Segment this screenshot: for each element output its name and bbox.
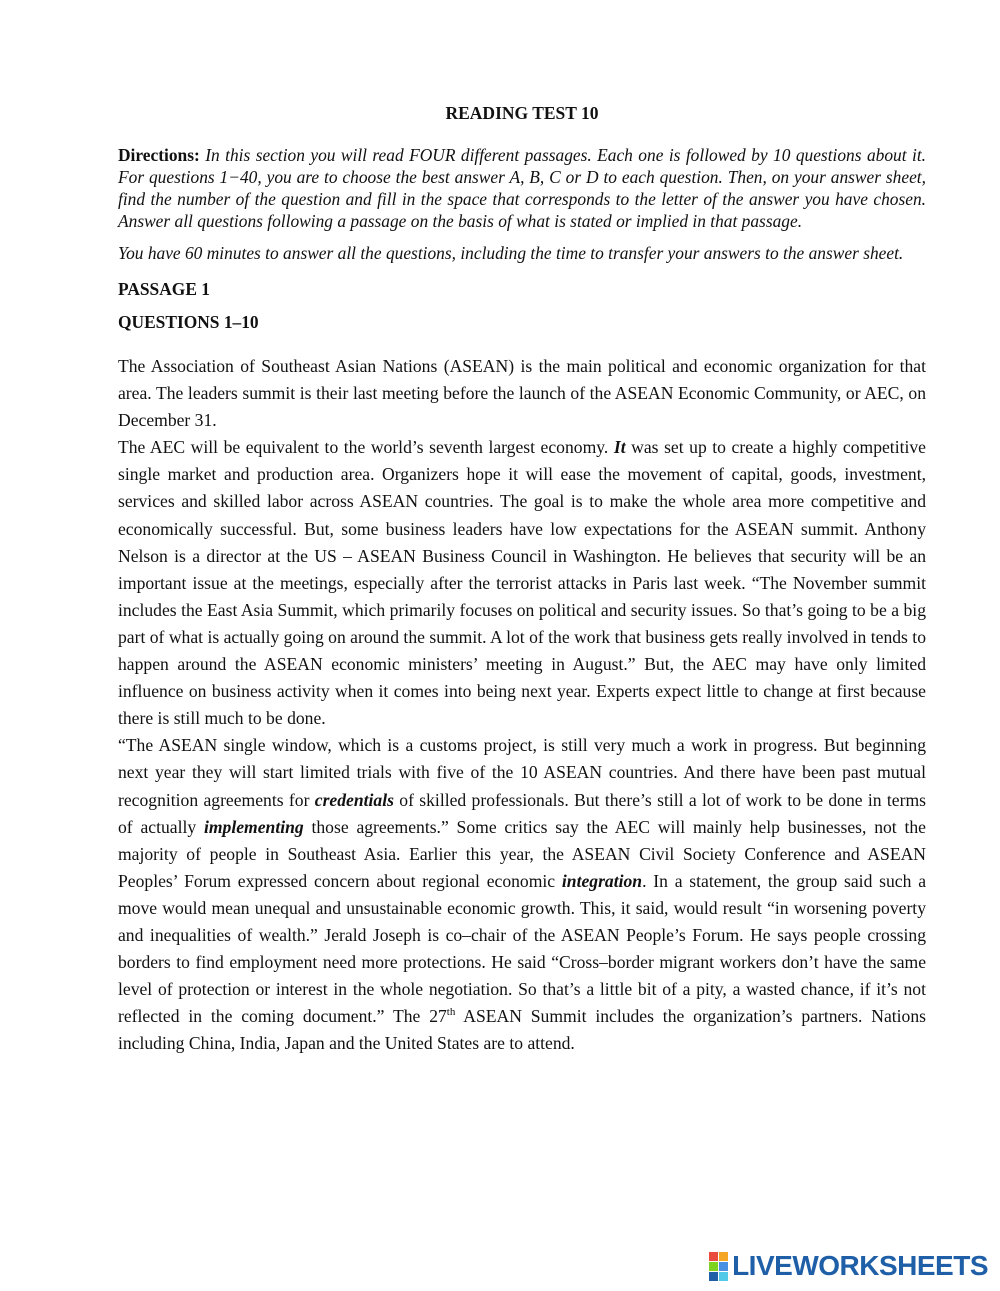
questions-heading: QUESTIONS 1–10: [118, 312, 259, 332]
logo-square-6: [719, 1272, 728, 1281]
worksheet-page: [118, 98, 926, 1057]
paragraph-3-end: ASEAN Summit includes the organization’s partners. Nations including China, India, Japan and the United States are to attend.: [118, 1006, 926, 1054]
directions-label: Directions:: [118, 145, 200, 165]
logo-square-3: [709, 1262, 718, 1271]
passage-text: [118, 353, 926, 1057]
paragraph-1: The Association of Southeast Asian Nations (ASEAN) is the main political and economic organization for that area. The leaders summit is their last meeting before the launch of the ASEAN Economic Community, or AEC, on December 31.: [118, 356, 926, 431]
logo-mark-icon: [709, 1252, 728, 1281]
logo-square-2: [719, 1252, 728, 1261]
time-note: You have 60 minutes to answer all the questions, including the time to transfer your answers to the answer sheet.: [118, 243, 904, 263]
highlight-credentials: credentials: [314, 789, 394, 810]
highlight-it: It: [613, 437, 626, 458]
page-title: READING TEST 10: [445, 103, 599, 123]
ordinal-suffix: th: [446, 1006, 456, 1019]
logo-square-4: [719, 1262, 728, 1271]
directions-text: In this section you will read FOUR different passages. Each one is followed by 10 questions about it. For questions 1−40, you are to choose the best answer A, B, C or D to each question. Then, on your answer sheet, find the number of the question and fill in the space that corresponds to the letter of the answer you have chosen. Answer all questions following a passage on the basis of what is stated or implied in that passage.: [118, 145, 926, 231]
passage-heading: PASSAGE 1: [118, 279, 210, 299]
paragraph-2-rest: was set up to create a highly competitive single market and production area. Organizers hope it will ease the movement of capital, goods, investment, services and skilled labor across ASEAN countries. The goal is to make the whole area more competitive and economically successful. But, some business leaders have low expectations for the ASEAN summit. Anthony Nelson is a director at the US – ASEAN Business Council in Washington. He believes that security will be an important issue at the meetings, especially after the terrorist attacks in Paris last week. “The November summit includes the East Asia Summit, which primarily focuses on political and security issues. So that’s going to be a big part of what is actually going on around the summit. A lot of the work that business gets really involved in tends to happen around the ASEAN economic ministers’ meeting in August.” But, the AEC may have only limited influence on business activity when it comes into being next year. Experts expect little to change at first because there is still much to be done.: [118, 437, 926, 729]
logo-square-5: [709, 1272, 718, 1281]
logo-square-1: [709, 1252, 718, 1261]
paragraph-3-part-d: . In a statement, the group said such a move would mean unequal and unsustainable economic growth. This, it said, would result “in worsening poverty and inequalities of wealth.” Jerald Joseph is co–chair of the ASEAN People’s Forum. He says people crossing borders to find employment need more protections. He said “Cross–border migrant workers don’t have the same level of protection or interest in the whole negotiation. So that’s a little bit of a pity, a wasted chance, if it’s not reflected in the coming document.” The 27: [118, 870, 927, 1027]
directions: [118, 144, 926, 232]
paragraph-3-start: “The ASEAN single window, which is a customs project, is still very much a work in progress. But beginning next year they will start limited trials with five of the 10 ASEAN countries. And there have been past mutual recognition agreements for: [118, 735, 926, 810]
highlight-implementing: implementing: [203, 816, 304, 837]
paragraph-2: [118, 434, 926, 732]
highlight-integration: integration: [561, 870, 643, 891]
paragraph-3-part-b: of skilled professionals. But there’s still a lot of work to be done in terms of actually: [118, 789, 927, 837]
paragraph-3-part-c: those agreements.” Some critics say the AEC will mainly help businesses, not the majority of people in Southeast Asia. Earlier this year, the ASEAN Civil Society Conference and ASEAN Peoples’ Forum expressed concern about regional economic: [118, 816, 926, 891]
logo-text: LIVEWORKSHEETS: [732, 1250, 988, 1281]
liveworksheets-logo[interactable]: [709, 1250, 988, 1282]
paragraph-3: [118, 732, 926, 1057]
paragraph-2-start: The AEC will be equivalent to the world’s seventh largest economy.: [118, 437, 609, 458]
